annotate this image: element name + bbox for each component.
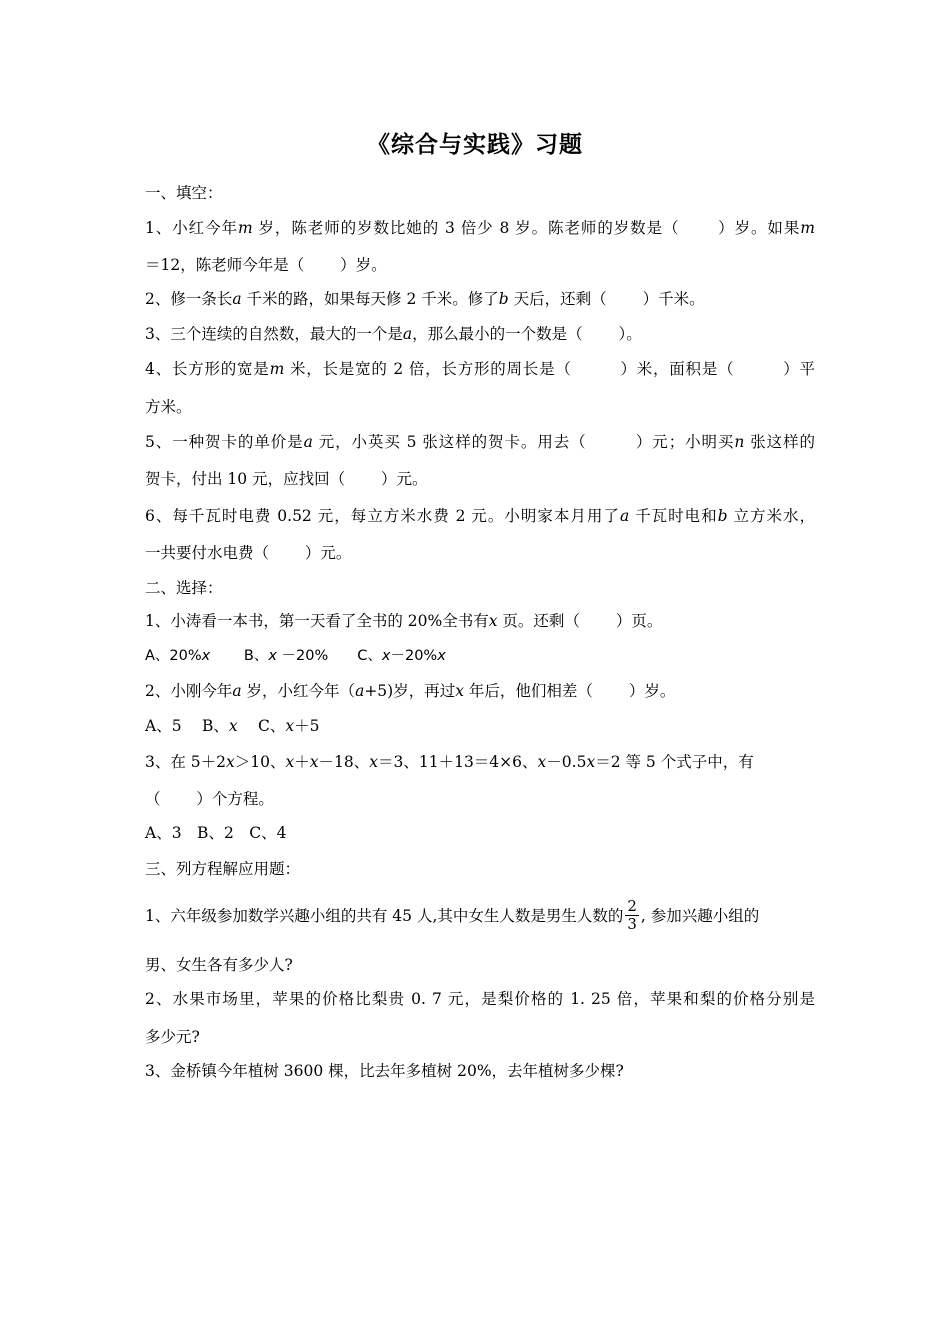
q1-1-line2: ＝12，陈老师今年是（ ）岁。 — [145, 256, 387, 274]
q2-2: 2、小刚今年a 岁，小红今年（a+5)岁，再过x 年后，他们相差（ ）岁。 — [145, 682, 676, 700]
q2-1-options: A、20%x B、x －20% C、x－20%x — [145, 648, 446, 664]
q1-6-line1: 6、每千瓦时电费 0.52 元，每立方米水费 2 元。小明家本月用了a 千瓦时电和b 立方米水， — [145, 507, 815, 525]
page-title: 《综合与实践》习题 — [367, 131, 583, 158]
q1-4-line1: 4、长方形的宽是m 米，长是宽的 2 倍，长方形的周长是（ ）米，面积是（ ）平 — [145, 360, 815, 378]
q1-5-line1: 5、一种贺卡的单价是a 元，小英买 5 张这样的贺卡。用去（ ）元；小明买n 张这样的 — [145, 433, 815, 451]
q2-3-line1: 3、在 5＋2x＞10、x＋x－18、x＝3、11＋13＝4×6、x－0.5x＝2 等 5 个式子中，有 — [145, 753, 754, 771]
q1-6-line2: 一共要付水电费（ ）元。 — [145, 544, 352, 562]
q1-5-line2: 贺卡，付出 10 元，应找回（ ）元。 — [145, 470, 428, 488]
q3-2-line2: 多少元? — [145, 1028, 200, 1046]
q1-4-line2: 方米。 — [145, 398, 192, 416]
q2-2-options: A、5 B、x C、x＋5 — [145, 717, 320, 735]
fraction-two-thirds: $\frac{2}{3}$ — [627, 896, 637, 933]
q1-3: 3、三个连续的自然数，最大的一个是a，那么最小的一个数是（ ）。 — [145, 325, 642, 343]
q2-3-options: A、3 B、2 C、4 — [145, 824, 287, 842]
q3-1-line2: 男、女生各有多少人? — [145, 956, 293, 974]
q1-1-line1: 1、小红今年m 岁，陈老师的岁数比她的 3 倍少 8 岁。陈老师的岁数是（ ）岁。如果m — [145, 219, 815, 237]
q1-2: 2、修一条长a 千米的路，如果每天修 2 千米。修了b 天后，还剩（ ）千米。 — [145, 290, 705, 308]
q3-2-line1: 2、水果市场里，苹果的价格比梨贵 0. 7 元，是梨价格的 1. 25 倍，苹果和梨的价格分别是 — [145, 990, 815, 1008]
section-heading-fill-blank: 一、填空： — [145, 184, 223, 202]
section-heading-equations: 三、列方程解应用题： — [145, 860, 301, 878]
q2-1: 1、小涛看一本书，第一天看了全书的 20%全书有x 页。还剩（ ）页。 — [145, 612, 663, 630]
q3-3: 3、金桥镇今年植树 3600 棵，比去年多植树 20%，去年植树多少棵? — [145, 1062, 624, 1080]
section-heading-choice: 二、选择： — [145, 579, 223, 597]
q2-3-line2: （ ）个方程。 — [145, 790, 274, 808]
q3-1-line1: 1、六年级参加数学兴趣小组的共有 45 人,其中女生人数是男生人数的 $\frac{2}{3}$ , 参加兴趣小组的 — [145, 896, 760, 933]
